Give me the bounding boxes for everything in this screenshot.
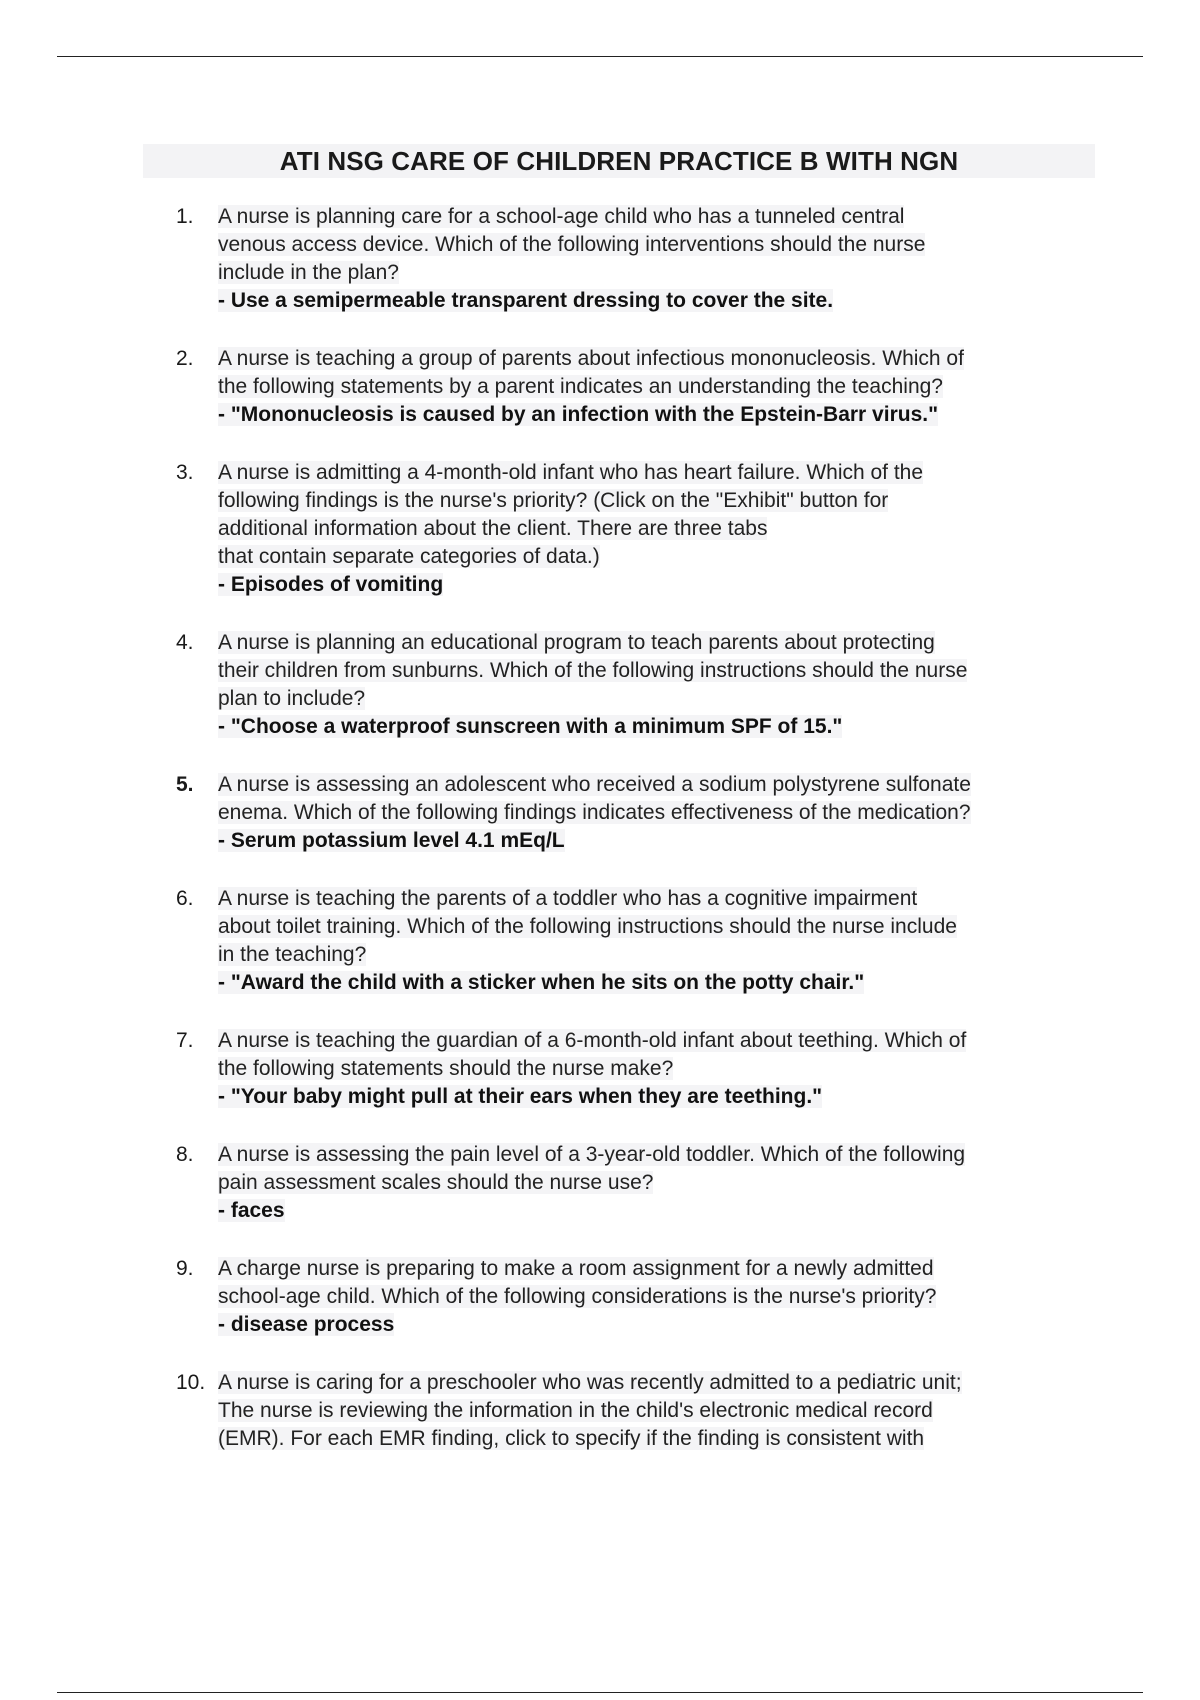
question-item (0, 885, 1200, 997)
question-text-line: A nurse is caring for a preschooler who was recently admitted to a pediatric unit; (218, 1371, 962, 1394)
question-number: 7. (176, 1029, 194, 1052)
question-answer: - disease process (218, 1313, 395, 1336)
question-item (0, 459, 1200, 599)
question-item (0, 1141, 1200, 1225)
question-number: 2. (176, 347, 194, 370)
question-answer: - faces (218, 1199, 285, 1222)
question-text-line: the following statements should the nurse make? (218, 1057, 674, 1080)
question-body (218, 1027, 1098, 1111)
question-text-line: The nurse is reviewing the information in the child's electronic medical record (218, 1399, 933, 1422)
question-number: 10. (176, 1371, 206, 1394)
question-item (0, 629, 1200, 741)
question-text-line: A nurse is assessing an adolescent who received a sodium polystyrene sulfonate (218, 773, 971, 796)
question-body (218, 629, 1098, 741)
top-divider (57, 56, 1143, 57)
question-text-line: A nurse is admitting a 4-month-old infant who has heart failure. Which of the (218, 461, 924, 484)
question-body (218, 345, 1098, 429)
question-answer: - "Mononucleosis is caused by an infection with the Epstein-Barr virus." (218, 403, 939, 426)
question-answer: - Episodes of vomiting (218, 573, 444, 596)
question-text-line: A nurse is assessing the pain level of a 3-year-old toddler. Which of the following (218, 1143, 966, 1166)
question-text-line: school-age child. Which of the following considerations is the nurse's priority? (218, 1285, 937, 1308)
question-body (218, 1369, 1098, 1453)
question-body (218, 1255, 1098, 1339)
question-body (218, 771, 1098, 855)
question-text-line: A nurse is teaching the parents of a toddler who has a cognitive impairment (218, 887, 918, 910)
question-body (218, 459, 1098, 599)
question-number: 4. (176, 631, 194, 654)
question-number: 5. (176, 773, 194, 796)
question-body (218, 203, 1098, 315)
question-text-line: following findings is the nurse's priority? (Click on the "Exhibit" button for (218, 489, 889, 512)
question-text-line: A nurse is planning an educational program to teach parents about protecting (218, 631, 935, 654)
question-item (0, 771, 1200, 855)
document-title: ATI NSG CARE OF CHILDREN PRACTICE B WITH NGN (143, 144, 1095, 178)
question-item (0, 1369, 1200, 1453)
question-number: 6. (176, 887, 194, 910)
question-list (0, 203, 1200, 1483)
question-text-line: venous access device. Which of the following interventions should the nurse (218, 233, 926, 256)
question-text-line: plan to include? (218, 687, 366, 710)
question-item (0, 203, 1200, 315)
question-answer: - Serum potassium level 4.1 mEq/L (218, 829, 565, 852)
question-text-line: their children from sunburns. Which of the following instructions should the nurse (218, 659, 968, 682)
question-text-line: in the teaching? (218, 943, 367, 966)
question-text-line: the following statements by a parent indicates an understanding the teaching? (218, 375, 943, 398)
question-number: 3. (176, 461, 194, 484)
question-answer: - "Choose a waterproof sunscreen with a minimum SPF of 15." (218, 715, 843, 738)
question-text-line: include in the plan? (218, 261, 399, 284)
question-answer: - Use a semipermeable transparent dressing to cover the site. (218, 289, 834, 312)
question-item (0, 1255, 1200, 1339)
question-text-line: about toilet training. Which of the following instructions should the nurse include (218, 915, 957, 938)
question-text-line: enema. Which of the following findings indicates effectiveness of the medication? (218, 801, 971, 824)
question-text-line: additional information about the client. There are three tabs (218, 517, 768, 540)
question-item (0, 1027, 1200, 1111)
question-number: 9. (176, 1257, 194, 1280)
question-text-line: A charge nurse is preparing to make a room assignment for a newly admitted (218, 1257, 934, 1280)
question-body (218, 885, 1098, 997)
question-answer: - "Award the child with a sticker when he sits on the potty chair." (218, 971, 865, 994)
bottom-divider (57, 1692, 1143, 1693)
question-body (218, 1141, 1098, 1225)
question-text-line: A nurse is teaching a group of parents about infectious mononucleosis. Which of (218, 347, 964, 370)
question-text-line: A nurse is planning care for a school-age child who has a tunneled central (218, 205, 905, 228)
question-text-line: A nurse is teaching the guardian of a 6-month-old infant about teething. Which of (218, 1029, 967, 1052)
question-answer: - "Your baby might pull at their ears when they are teething." (218, 1085, 823, 1108)
question-text-line: pain assessment scales should the nurse use? (218, 1171, 654, 1194)
question-text-line: that contain separate categories of data.) (218, 545, 600, 568)
question-number: 1. (176, 205, 194, 228)
question-item (0, 345, 1200, 429)
question-number: 8. (176, 1143, 194, 1166)
question-text-line: (EMR). For each EMR finding, click to specify if the finding is consistent with (218, 1427, 925, 1450)
